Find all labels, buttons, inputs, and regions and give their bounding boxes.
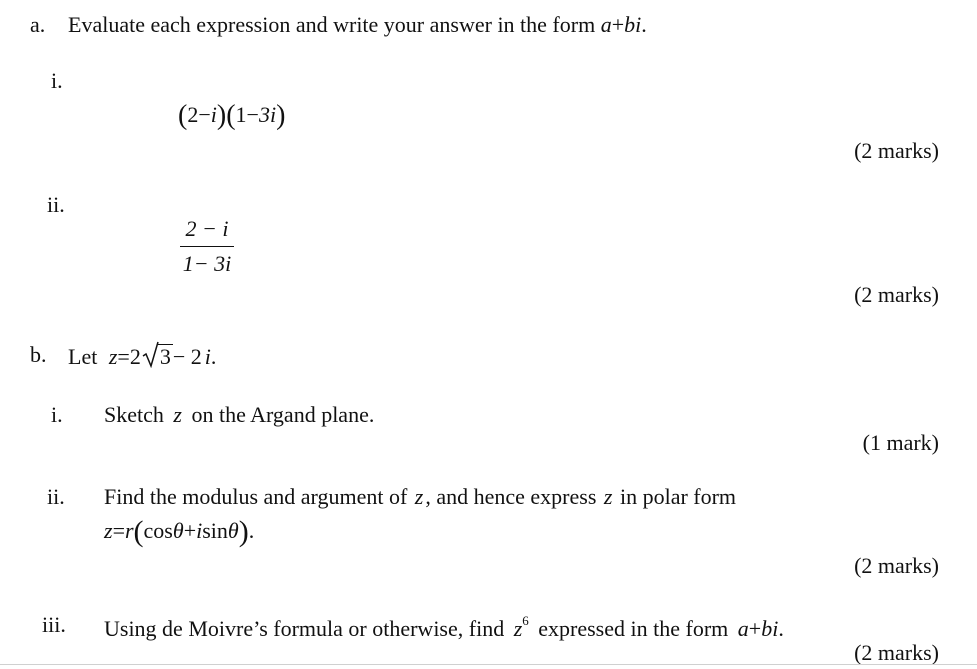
minus-two: − 2 bbox=[172, 344, 202, 369]
part-a-instruction bbox=[68, 14, 647, 36]
part-a-label: a. bbox=[30, 12, 46, 37]
polar-theta: θ bbox=[227, 518, 239, 543]
form-plus-symbol: + bbox=[748, 616, 762, 641]
sqrt-symbol bbox=[142, 344, 173, 368]
part-b-i-marks: (1 mark) bbox=[862, 430, 939, 455]
part-b-ii-text bbox=[104, 486, 736, 508]
z-symbol: z bbox=[108, 344, 118, 369]
expr-minus: − bbox=[198, 102, 211, 127]
part-b-iii-text bbox=[104, 614, 784, 640]
part-a-i-label: i. bbox=[51, 68, 63, 93]
polar-r: r bbox=[124, 518, 134, 543]
z-symbol: z bbox=[513, 616, 523, 641]
expressed-text: expressed in the form bbox=[538, 616, 729, 641]
expr-i: i bbox=[210, 102, 217, 127]
form-bi-symbol: bi bbox=[624, 12, 642, 37]
form-plus-symbol: + bbox=[611, 12, 625, 37]
form-a-symbol: a bbox=[600, 12, 612, 37]
fraction-denominator: 1− 3i bbox=[182, 251, 232, 276]
polar-i: i bbox=[196, 518, 203, 543]
sketch-word: Sketch bbox=[104, 402, 164, 427]
part-b-label: b. bbox=[30, 342, 47, 367]
let-word: Let bbox=[68, 344, 98, 369]
polar-sin: sin bbox=[202, 518, 228, 543]
form-a-symbol: a bbox=[737, 616, 749, 641]
part-a-i-marks: (2 marks) bbox=[854, 138, 939, 163]
part-a-ii-fraction bbox=[180, 218, 234, 275]
part-b-iii-label: iii. bbox=[42, 612, 66, 637]
part-b-i-text bbox=[104, 404, 374, 426]
part-b-iii-marks: (2 marks) bbox=[854, 640, 939, 665]
polar-equals: = bbox=[112, 518, 125, 543]
part-a-i-expression: (2−i)(1−3i) bbox=[178, 100, 286, 131]
fraction-bar bbox=[180, 246, 234, 247]
part-b-statement bbox=[68, 344, 216, 368]
part-b-i-label: i. bbox=[51, 402, 63, 427]
equals-symbol: = bbox=[117, 344, 130, 369]
expr-minus-2: − bbox=[246, 102, 259, 127]
expr-two: 2 bbox=[187, 102, 199, 127]
z-symbol: z bbox=[603, 484, 613, 509]
modulus-text: Find the modulus and argument of bbox=[104, 484, 408, 509]
z-symbol: z bbox=[414, 484, 424, 509]
part-a-ii-marks: (2 marks) bbox=[854, 282, 939, 307]
expr-one: 1 bbox=[235, 102, 247, 127]
statement-period: . bbox=[210, 344, 217, 369]
form-period: . bbox=[778, 616, 784, 641]
part-b-ii-marks: (2 marks) bbox=[854, 553, 939, 578]
polar-form-formula: z=r(cosθ+isinθ). bbox=[104, 515, 255, 548]
polar-z: z bbox=[104, 518, 113, 543]
argand-text: on the Argand plane. bbox=[191, 402, 375, 427]
i-symbol: i bbox=[204, 344, 211, 369]
fraction-numerator: 2 − i bbox=[185, 216, 229, 241]
page-bottom-border bbox=[0, 664, 977, 665]
form-period: . bbox=[641, 12, 647, 37]
part-a-ii-label: ii. bbox=[47, 192, 65, 217]
coefficient-two: 2 bbox=[129, 344, 141, 369]
radicand: 3 bbox=[159, 344, 171, 369]
polar-form-text: in polar form bbox=[619, 484, 737, 509]
expr-3i: 3i bbox=[258, 102, 277, 127]
polar-period: . bbox=[248, 518, 255, 543]
polar-theta: θ bbox=[172, 518, 184, 543]
form-bi-symbol: bi bbox=[761, 616, 779, 641]
part-b-ii-label: ii. bbox=[47, 484, 65, 509]
polar-cos: cos bbox=[143, 518, 173, 543]
express-text: , and hence express bbox=[425, 484, 597, 509]
part-a-instruction-text: Evaluate each expression and write your answer in the form bbox=[68, 12, 596, 37]
z-symbol: z bbox=[173, 402, 182, 427]
de-moivre-text: Using de Moivre’s formula or otherwise, find bbox=[104, 616, 505, 641]
polar-plus: + bbox=[183, 518, 197, 543]
power-six: 6 bbox=[522, 613, 529, 628]
